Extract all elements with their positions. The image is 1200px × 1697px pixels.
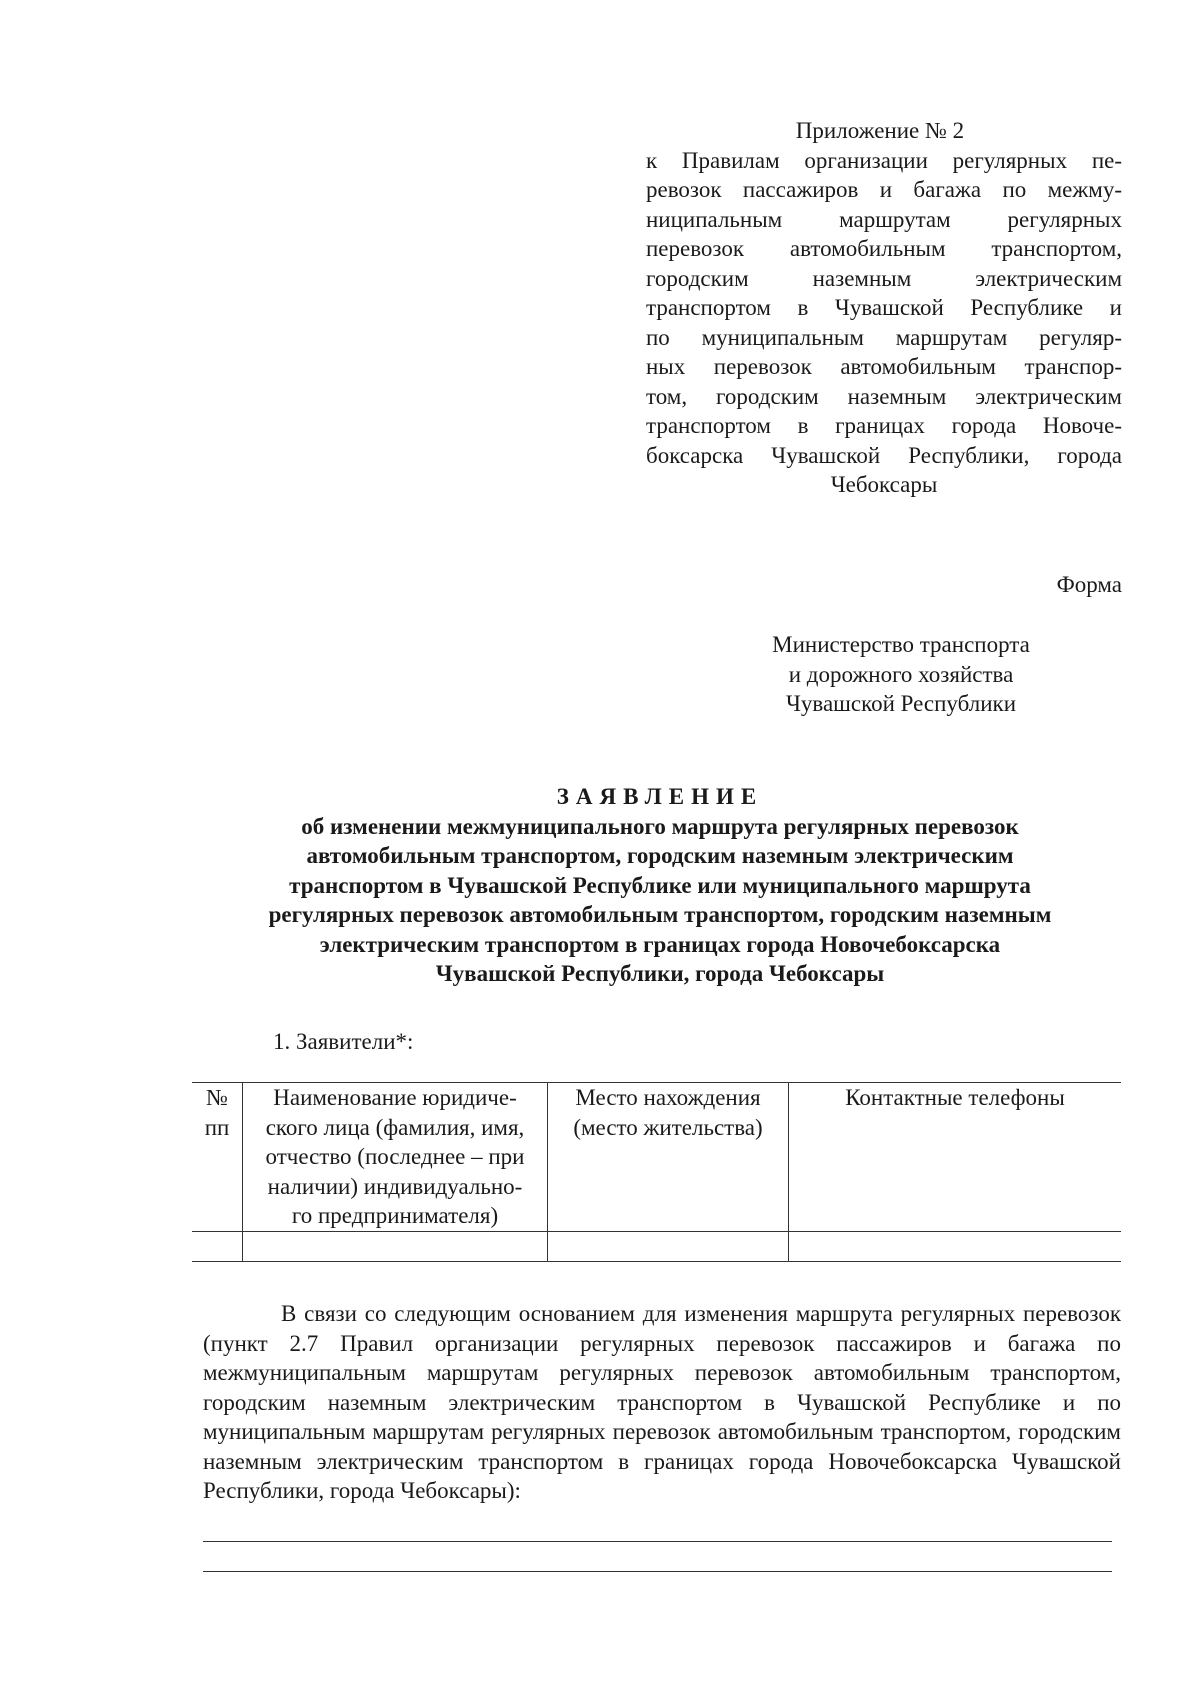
appendix-line: городским наземным электрическим [646,265,1122,291]
table-row [192,1231,1121,1261]
appendix-last-line: Чебоксары [830,472,938,497]
statement-subtitle-line: автомобильным транспортом, городским наземным электрическим [306,843,1014,868]
applicants-label: 1. Заявители*: [273,1029,414,1054]
appendix-line: том, городским наземным электрическим [646,383,1122,409]
table-cell[interactable] [243,1231,548,1261]
statement-subtitle-line: об изменении межмуниципального маршрута регулярных перевозок [301,813,1019,839]
header-text: (место жительства) [573,1114,763,1140]
header-text: Наименование юридиче- [273,1085,517,1110]
applicants-table [192,1082,1121,1262]
statement-subtitle-line: транспортом в Чувашской Республике или муниципального маршрута [289,872,1031,898]
appendix-block [646,116,1122,500]
fill-in-line[interactable] [203,1571,1112,1572]
appendix-text [646,146,1122,471]
statement-subtitle-line: регулярных перевозок автомобильным транспортом, городским наземным [268,902,1052,927]
ministry-line: и дорожного хозяйства [788,661,1014,687]
header-text: Место нахождения [575,1085,761,1110]
table-cell[interactable] [192,1231,243,1261]
reason-paragraph [203,1299,1121,1506]
appendix-title: Приложение № 2 [795,118,965,143]
statement-heading [180,782,1140,989]
appendix-line: по муниципальным маршрутам регуляр- [646,324,1122,350]
appendix-line: к Правилам организации регулярных пе- [646,147,1122,173]
header-text: наличии) индивидуально- [267,1173,523,1199]
header-text: № [206,1085,228,1110]
appendix-line: ных перевозок автомобильным транспор- [646,354,1122,379]
header-text: отчество (последнее – при [265,1144,525,1169]
appendix-line: транспортом в Чувашской Республике и [646,295,1122,320]
table-header-row [192,1083,1121,1232]
appendix-line: ревозок пассажиров и багажа по межму- [646,177,1122,202]
appendix-line: транспортом в границах города Новоче- [646,413,1122,438]
header-text: ского лица (фамилия, имя, [265,1114,525,1140]
reason-text: В связи со следующим основанием для изменения маршрута регулярных перевозок (пункт 2.7 Правил организации регулярных перевозок пассажиров и багажа по межмуниципальным маршрутам регулярных перевозок автомобильным транспортом, городским наземным электрическим транспортом в Чувашской Республике и по муниципальным маршрутам регулярных перевозок автомобильным транспортом, городским наземным электрическим транспортом в границах города Новочебоксарска Чувашской Республики, города Чебоксары): [203,1301,1121,1503]
col-address-header [548,1083,789,1232]
col-name-header [243,1083,548,1232]
col-phones-header [789,1083,1122,1232]
statement-subtitle-line: Чувашской Республики, города Чебоксары [435,961,885,986]
ministry-line: Чувашской Республики [785,691,1017,716]
statement-subtitle-line: электрическим транспортом в границах города Новочебоксарска [319,931,1001,957]
appendix-line: боксарска Чувашской Республики, города [646,442,1122,468]
header-text: го предпринимателя) [291,1203,499,1228]
fill-in-line[interactable] [203,1541,1112,1542]
ministry-line: Министерство транспорта [772,632,1030,657]
table-cell[interactable] [548,1231,789,1261]
header-text: пп [204,1114,230,1140]
ministry-addressee [736,630,1066,719]
header-text: Контактные телефоны [845,1085,1065,1110]
form-label: Форма [1056,572,1122,597]
statement-title: ЗАЯВЛЕНИЕ [556,784,764,809]
col-number-header [192,1083,243,1232]
appendix-line: ниципальным маршрутам регулярных [646,206,1122,232]
table-cell[interactable] [789,1231,1122,1261]
appendix-line: перевозок автомобильным транспортом, [646,236,1122,261]
